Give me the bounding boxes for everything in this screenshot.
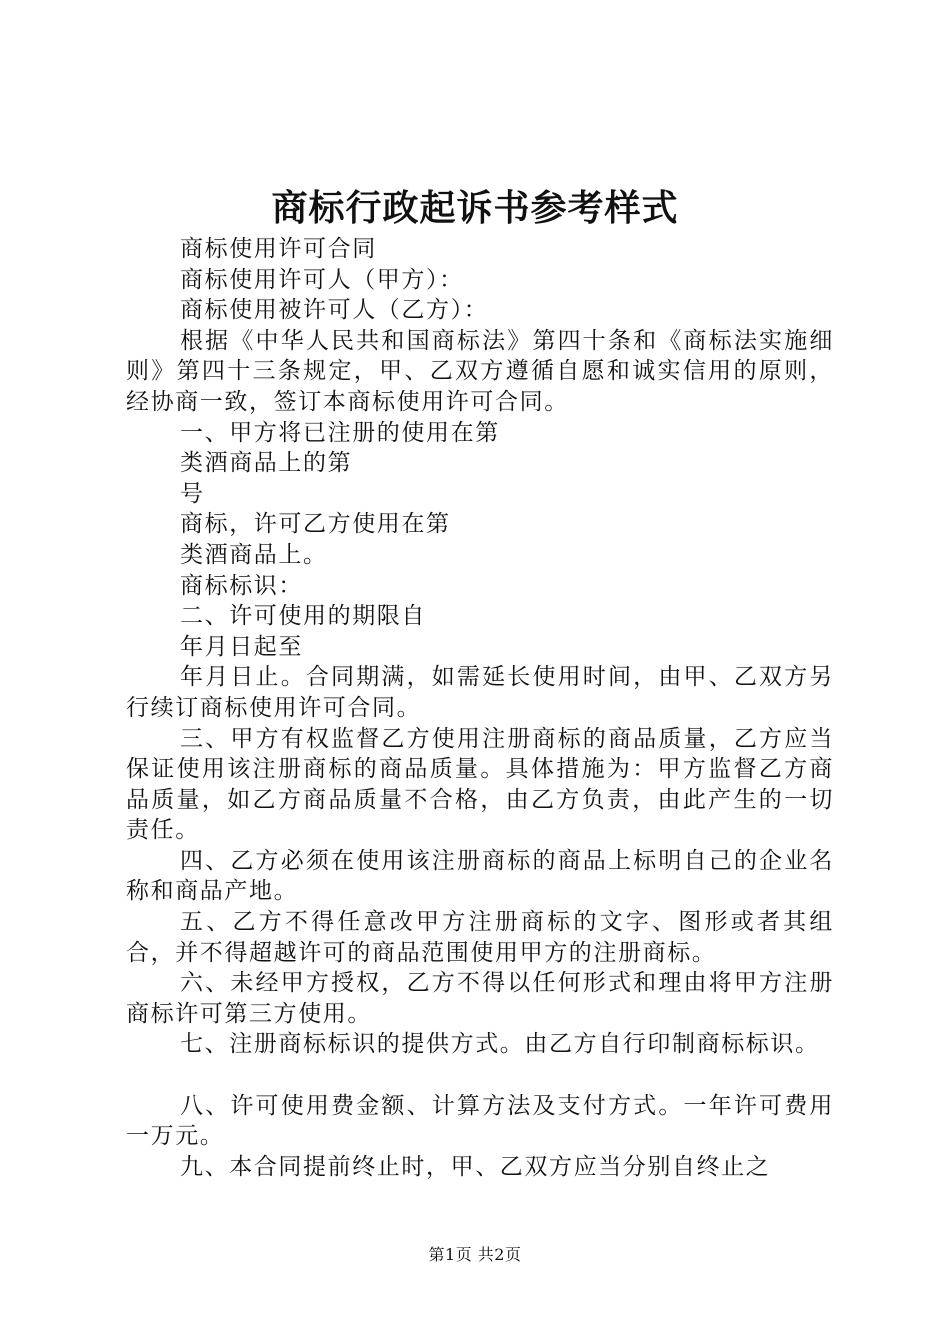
paragraph-clause-7: 七、注册商标标识的提供方式。由乙方自行印制商标标识。 — [180, 1031, 820, 1058]
paragraph-contract-name: 商标使用许可合同 — [180, 236, 377, 262]
document-body — [126, 234, 834, 1182]
paragraph-clause-6: 六、未经甲方授权，乙方不得以任何形式和理由将甲方注册商标许可第三方使用。 — [126, 970, 834, 1027]
paragraph-clause-5: 五、乙方不得任意改甲方注册商标的文字、图形或者其组合，并不得超越许可的商品范围使用甲方的注册商标。 — [126, 909, 834, 966]
paragraph-clause-3: 三、甲方有权监督乙方使用注册商标的商品质量，乙方应当保证使用该注册商标的商品质量。具体措施为：甲方监督乙方商品质量，如乙方商品质量不合格，由乙方负责，由此产生的一切责任。 — [126, 725, 834, 844]
paragraph-legal-basis: 根据《中华人民共和国商标法》第四十条和《商标法实施细则》第四十三条规定，甲、乙双方遵循自愿和诚实信用的原则，经协商一致，签订本商标使用许可合同。 — [126, 327, 834, 415]
paragraph-clause-8: 八、许可使用费金额、计算方法及支付方式。一年许可费用一万元。 — [126, 1092, 834, 1150]
blank-line — [126, 1060, 834, 1091]
paragraph-licensor: 商标使用许可人（甲方）： — [180, 266, 464, 293]
paragraph-clause-1-line-5: 类酒商品上。 — [180, 541, 328, 568]
page-footer: 第1页 共2页 — [428, 1245, 522, 1264]
paragraph-clause-4: 四、乙方必须在使用该注册商标的商品上标明自己的企业名称和商品产地。 — [126, 847, 834, 905]
paragraph-licensee: 商标使用被许可人（乙方）： — [180, 297, 489, 324]
paragraph-trademark-logo: 商标标识： — [180, 572, 303, 599]
paragraph-clause-1-line-1: 一、甲方将已注册的使用在第 — [180, 419, 500, 446]
paragraph-clause-2-line-1: 二、许可使用的期限自 — [180, 603, 426, 630]
paragraph-clause-2-line-2: 年月日起至 — [180, 633, 303, 660]
paragraph-clause-2-line-3: 年月日止。合同期满，如需延长使用时间，由甲、乙双方另行续订商标使用许可合同。 — [126, 664, 834, 721]
paragraph-clause-1-line-2: 类酒商品上的第 — [180, 450, 353, 477]
paragraph-clause-1-line-3: 号 — [180, 480, 205, 507]
document-title: 商标行政起诉书参考样式 — [271, 187, 679, 229]
paragraph-clause-1-line-4: 商标，许可乙方使用在第 — [180, 511, 451, 538]
paragraph-clause-9: 九、本合同提前终止时，甲、乙双方应当分别自终止之 — [180, 1153, 771, 1180]
